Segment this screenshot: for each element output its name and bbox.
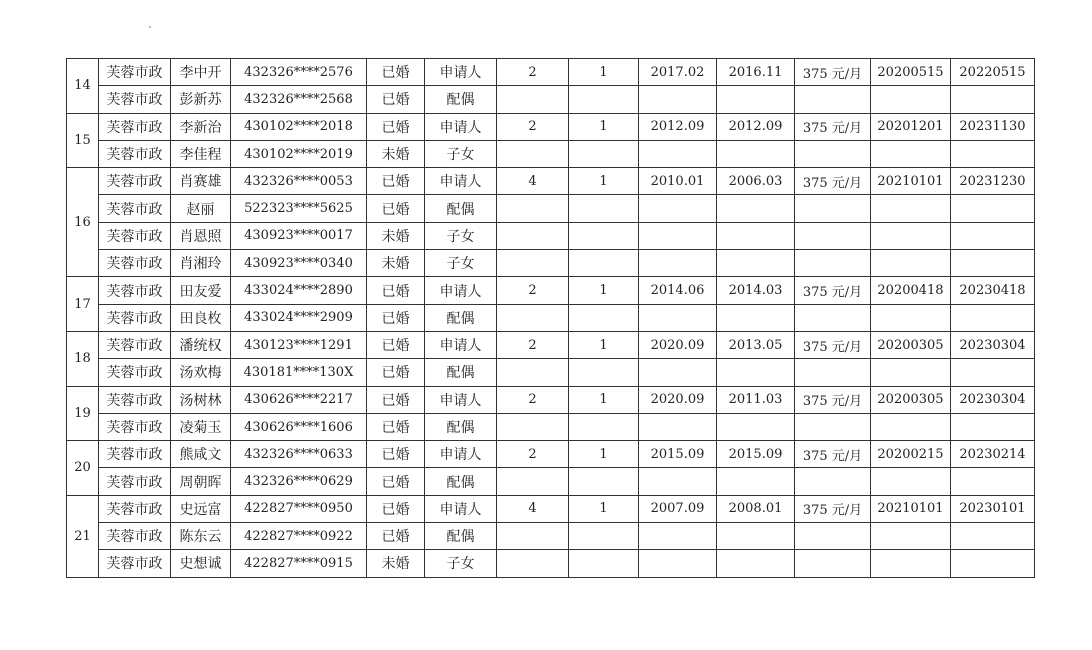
empty-cell: [639, 304, 717, 331]
relation-cell: 配偶: [425, 86, 497, 113]
table-row: [67, 250, 1035, 277]
empty-cell: [795, 413, 871, 440]
empty-cell: [569, 222, 639, 249]
id-number-cell: 432326****0633: [231, 441, 367, 468]
empty-cell: [497, 359, 569, 386]
id-number-cell: 422827****0950: [231, 495, 367, 522]
empty-cell: [795, 140, 871, 167]
marital-status-cell: 已婚: [367, 168, 425, 195]
empty-cell: [497, 304, 569, 331]
relation-cell: 申请人: [425, 331, 497, 358]
person-name-cell: 李佳程: [171, 140, 231, 167]
date1-cell: 2017.02: [639, 59, 717, 86]
date2-cell: 2006.03: [717, 168, 795, 195]
person-name-cell: 汤树林: [171, 386, 231, 413]
empty-cell: [795, 222, 871, 249]
date2-cell: 2015.09: [717, 441, 795, 468]
empty-cell: [795, 550, 871, 577]
household-size-cell: 2: [497, 277, 569, 304]
work-unit-cell: 芙蓉市政: [99, 277, 171, 304]
start-date-cell: 20200305: [871, 386, 951, 413]
empty-cell: [871, 413, 951, 440]
empty-cell: [871, 304, 951, 331]
relation-cell: 子女: [425, 222, 497, 249]
subsidy-cell: 375 元/月: [795, 113, 871, 140]
empty-cell: [569, 86, 639, 113]
date1-cell: 2012.09: [639, 113, 717, 140]
sequence-number-cell: 18: [67, 331, 99, 386]
id-number-cell: 430626****1606: [231, 413, 367, 440]
empty-cell: [569, 413, 639, 440]
empty-cell: [569, 140, 639, 167]
work-unit-cell: 芙蓉市政: [99, 168, 171, 195]
relation-cell: 配偶: [425, 468, 497, 495]
empty-cell: [717, 550, 795, 577]
date1-cell: 2015.09: [639, 441, 717, 468]
person-name-cell: 陈东云: [171, 523, 231, 550]
empty-cell: [717, 222, 795, 249]
relation-cell: 配偶: [425, 413, 497, 440]
empty-cell: [871, 550, 951, 577]
id-number-cell: 433024****2909: [231, 304, 367, 331]
relation-cell: 配偶: [425, 195, 497, 222]
empty-cell: [717, 468, 795, 495]
work-unit-cell: 芙蓉市政: [99, 59, 171, 86]
subsidy-cell: 375 元/月: [795, 59, 871, 86]
id-number-cell: 422827****0915: [231, 550, 367, 577]
marital-status-cell: 已婚: [367, 468, 425, 495]
empty-cell: [871, 250, 951, 277]
sequence-number-cell: 19: [67, 386, 99, 441]
count-cell: 1: [569, 331, 639, 358]
sequence-number-cell: 15: [67, 113, 99, 168]
empty-cell: [871, 359, 951, 386]
household-size-cell: 2: [497, 331, 569, 358]
marital-status-cell: 已婚: [367, 386, 425, 413]
relation-cell: 申请人: [425, 113, 497, 140]
end-date-cell: 20230214: [951, 441, 1035, 468]
id-number-cell: 422827****0922: [231, 523, 367, 550]
relation-cell: 子女: [425, 550, 497, 577]
empty-cell: [951, 468, 1035, 495]
person-name-cell: 田友爱: [171, 277, 231, 304]
id-number-cell: 430102****2019: [231, 140, 367, 167]
empty-cell: [639, 359, 717, 386]
marital-status-cell: 未婚: [367, 222, 425, 249]
start-date-cell: 20210101: [871, 168, 951, 195]
work-unit-cell: 芙蓉市政: [99, 359, 171, 386]
empty-cell: [717, 359, 795, 386]
marital-status-cell: 已婚: [367, 441, 425, 468]
empty-cell: [951, 413, 1035, 440]
person-name-cell: 周朝晖: [171, 468, 231, 495]
subsidy-cell: 375 元/月: [795, 168, 871, 195]
date1-cell: 2010.01: [639, 168, 717, 195]
id-number-cell: 430923****0017: [231, 222, 367, 249]
end-date-cell: 20230418: [951, 277, 1035, 304]
empty-cell: [639, 140, 717, 167]
household-size-cell: 2: [497, 441, 569, 468]
count-cell: 1: [569, 113, 639, 140]
empty-cell: [951, 523, 1035, 550]
marital-status-cell: 已婚: [367, 331, 425, 358]
relation-cell: 配偶: [425, 359, 497, 386]
sequence-number-cell: 14: [67, 59, 99, 114]
marital-status-cell: 已婚: [367, 277, 425, 304]
work-unit-cell: 芙蓉市政: [99, 250, 171, 277]
empty-cell: [497, 195, 569, 222]
table-row: [67, 86, 1035, 113]
work-unit-cell: 芙蓉市政: [99, 386, 171, 413]
household-size-cell: 4: [497, 495, 569, 522]
empty-cell: [951, 222, 1035, 249]
person-name-cell: 潘统权: [171, 331, 231, 358]
household-size-cell: 4: [497, 168, 569, 195]
work-unit-cell: 芙蓉市政: [99, 550, 171, 577]
work-unit-cell: 芙蓉市政: [99, 304, 171, 331]
marital-status-cell: 未婚: [367, 250, 425, 277]
start-date-cell: 20210101: [871, 495, 951, 522]
table-row: [67, 386, 1035, 413]
id-number-cell: 430923****0340: [231, 250, 367, 277]
person-name-cell: 彭新苏: [171, 86, 231, 113]
person-name-cell: 赵丽: [171, 195, 231, 222]
marital-status-cell: 已婚: [367, 523, 425, 550]
empty-cell: [951, 304, 1035, 331]
empty-cell: [569, 250, 639, 277]
empty-cell: [871, 195, 951, 222]
empty-cell: [717, 86, 795, 113]
count-cell: 1: [569, 59, 639, 86]
date2-cell: 2008.01: [717, 495, 795, 522]
relation-cell: 申请人: [425, 495, 497, 522]
id-number-cell: 430626****2217: [231, 386, 367, 413]
subsidy-cell: 375 元/月: [795, 495, 871, 522]
marital-status-cell: 未婚: [367, 550, 425, 577]
date1-cell: 2020.09: [639, 331, 717, 358]
empty-cell: [497, 250, 569, 277]
person-name-cell: 熊咸文: [171, 441, 231, 468]
table-row: [67, 495, 1035, 522]
work-unit-cell: 芙蓉市政: [99, 413, 171, 440]
person-name-cell: 史远富: [171, 495, 231, 522]
end-date-cell: 20230101: [951, 495, 1035, 522]
relation-cell: 申请人: [425, 277, 497, 304]
empty-cell: [871, 523, 951, 550]
relation-cell: 配偶: [425, 523, 497, 550]
id-number-cell: 432326****2568: [231, 86, 367, 113]
empty-cell: [569, 359, 639, 386]
empty-cell: [639, 468, 717, 495]
empty-cell: [717, 523, 795, 550]
empty-cell: [717, 304, 795, 331]
empty-cell: [497, 222, 569, 249]
empty-cell: [951, 195, 1035, 222]
sequence-number-cell: 21: [67, 495, 99, 577]
empty-cell: [951, 86, 1035, 113]
work-unit-cell: 芙蓉市政: [99, 468, 171, 495]
id-number-cell: 430123****1291: [231, 331, 367, 358]
empty-cell: [717, 250, 795, 277]
empty-cell: [639, 195, 717, 222]
table-row: [67, 523, 1035, 550]
date2-cell: 2016.11: [717, 59, 795, 86]
empty-cell: [497, 468, 569, 495]
sequence-number-cell: 20: [67, 441, 99, 496]
empty-cell: [871, 468, 951, 495]
marital-status-cell: 已婚: [367, 304, 425, 331]
count-cell: 1: [569, 168, 639, 195]
marital-status-cell: 已婚: [367, 495, 425, 522]
table-row: [67, 113, 1035, 140]
work-unit-cell: 芙蓉市政: [99, 113, 171, 140]
count-cell: 1: [569, 441, 639, 468]
empty-cell: [795, 523, 871, 550]
empty-cell: [569, 550, 639, 577]
scan-speck: [149, 26, 151, 28]
empty-cell: [795, 304, 871, 331]
date1-cell: 2014.06: [639, 277, 717, 304]
end-date-cell: 20230304: [951, 331, 1035, 358]
table-row: [67, 59, 1035, 86]
start-date-cell: 20200215: [871, 441, 951, 468]
empty-cell: [951, 359, 1035, 386]
relation-cell: 申请人: [425, 59, 497, 86]
empty-cell: [497, 550, 569, 577]
empty-cell: [795, 86, 871, 113]
work-unit-cell: 芙蓉市政: [99, 86, 171, 113]
marital-status-cell: 已婚: [367, 359, 425, 386]
empty-cell: [717, 195, 795, 222]
id-number-cell: 432326****0053: [231, 168, 367, 195]
date2-cell: 2013.05: [717, 331, 795, 358]
person-name-cell: 李新治: [171, 113, 231, 140]
date2-cell: 2011.03: [717, 386, 795, 413]
subsidy-cell: 375 元/月: [795, 331, 871, 358]
empty-cell: [639, 550, 717, 577]
relation-cell: 申请人: [425, 168, 497, 195]
date1-cell: 2007.09: [639, 495, 717, 522]
work-unit-cell: 芙蓉市政: [99, 495, 171, 522]
empty-cell: [639, 250, 717, 277]
id-number-cell: 522323****5625: [231, 195, 367, 222]
subsidy-cell: 375 元/月: [795, 441, 871, 468]
empty-cell: [639, 222, 717, 249]
end-date-cell: 20231230: [951, 168, 1035, 195]
table-row: [67, 140, 1035, 167]
date2-cell: 2012.09: [717, 113, 795, 140]
date2-cell: 2014.03: [717, 277, 795, 304]
start-date-cell: 20201201: [871, 113, 951, 140]
id-number-cell: 430102****2018: [231, 113, 367, 140]
count-cell: 1: [569, 386, 639, 413]
empty-cell: [795, 468, 871, 495]
person-name-cell: 汤欢梅: [171, 359, 231, 386]
housing-subsidy-table: [66, 58, 1035, 578]
count-cell: 1: [569, 277, 639, 304]
empty-cell: [497, 86, 569, 113]
empty-cell: [497, 140, 569, 167]
end-date-cell: 20230304: [951, 386, 1035, 413]
empty-cell: [871, 140, 951, 167]
empty-cell: [497, 523, 569, 550]
marital-status-cell: 已婚: [367, 59, 425, 86]
marital-status-cell: 未婚: [367, 140, 425, 167]
end-date-cell: 20231130: [951, 113, 1035, 140]
household-size-cell: 2: [497, 59, 569, 86]
date1-cell: 2020.09: [639, 386, 717, 413]
start-date-cell: 20200418: [871, 277, 951, 304]
table-row: [67, 195, 1035, 222]
empty-cell: [569, 195, 639, 222]
empty-cell: [795, 250, 871, 277]
table-row: [67, 222, 1035, 249]
start-date-cell: 20200305: [871, 331, 951, 358]
person-name-cell: 肖赛雄: [171, 168, 231, 195]
work-unit-cell: 芙蓉市政: [99, 195, 171, 222]
empty-cell: [795, 359, 871, 386]
empty-cell: [871, 86, 951, 113]
marital-status-cell: 已婚: [367, 86, 425, 113]
relation-cell: 子女: [425, 250, 497, 277]
person-name-cell: 肖恩照: [171, 222, 231, 249]
empty-cell: [569, 523, 639, 550]
marital-status-cell: 已婚: [367, 113, 425, 140]
work-unit-cell: 芙蓉市政: [99, 523, 171, 550]
relation-cell: 申请人: [425, 441, 497, 468]
empty-cell: [639, 523, 717, 550]
marital-status-cell: 已婚: [367, 195, 425, 222]
table-row: [67, 550, 1035, 577]
work-unit-cell: 芙蓉市政: [99, 222, 171, 249]
sequence-number-cell: 16: [67, 168, 99, 277]
id-number-cell: 432326****2576: [231, 59, 367, 86]
table-row: [67, 468, 1035, 495]
household-size-cell: 2: [497, 386, 569, 413]
table-row: [67, 277, 1035, 304]
empty-cell: [639, 86, 717, 113]
work-unit-cell: 芙蓉市政: [99, 441, 171, 468]
empty-cell: [717, 413, 795, 440]
work-unit-cell: 芙蓉市政: [99, 331, 171, 358]
relation-cell: 子女: [425, 140, 497, 167]
marital-status-cell: 已婚: [367, 413, 425, 440]
work-unit-cell: 芙蓉市政: [99, 140, 171, 167]
person-name-cell: 史想诚: [171, 550, 231, 577]
person-name-cell: 肖湘玲: [171, 250, 231, 277]
empty-cell: [717, 140, 795, 167]
table-row: [67, 168, 1035, 195]
empty-cell: [951, 250, 1035, 277]
table-row: [67, 359, 1035, 386]
relation-cell: 申请人: [425, 386, 497, 413]
table-row: [67, 413, 1035, 440]
id-number-cell: 433024****2890: [231, 277, 367, 304]
empty-cell: [871, 222, 951, 249]
table-row: [67, 331, 1035, 358]
empty-cell: [795, 195, 871, 222]
person-name-cell: 田良枚: [171, 304, 231, 331]
table-row: [67, 304, 1035, 331]
subsidy-cell: 375 元/月: [795, 277, 871, 304]
person-name-cell: 李中开: [171, 59, 231, 86]
empty-cell: [639, 413, 717, 440]
start-date-cell: 20200515: [871, 59, 951, 86]
end-date-cell: 20220515: [951, 59, 1035, 86]
relation-cell: 配偶: [425, 304, 497, 331]
empty-cell: [497, 413, 569, 440]
id-number-cell: 430181****130X: [231, 359, 367, 386]
empty-cell: [569, 468, 639, 495]
subsidy-cell: 375 元/月: [795, 386, 871, 413]
count-cell: 1: [569, 495, 639, 522]
household-size-cell: 2: [497, 113, 569, 140]
table-row: [67, 441, 1035, 468]
id-number-cell: 432326****0629: [231, 468, 367, 495]
empty-cell: [951, 140, 1035, 167]
sequence-number-cell: 17: [67, 277, 99, 332]
empty-cell: [569, 304, 639, 331]
person-name-cell: 凌菊玉: [171, 413, 231, 440]
empty-cell: [951, 550, 1035, 577]
